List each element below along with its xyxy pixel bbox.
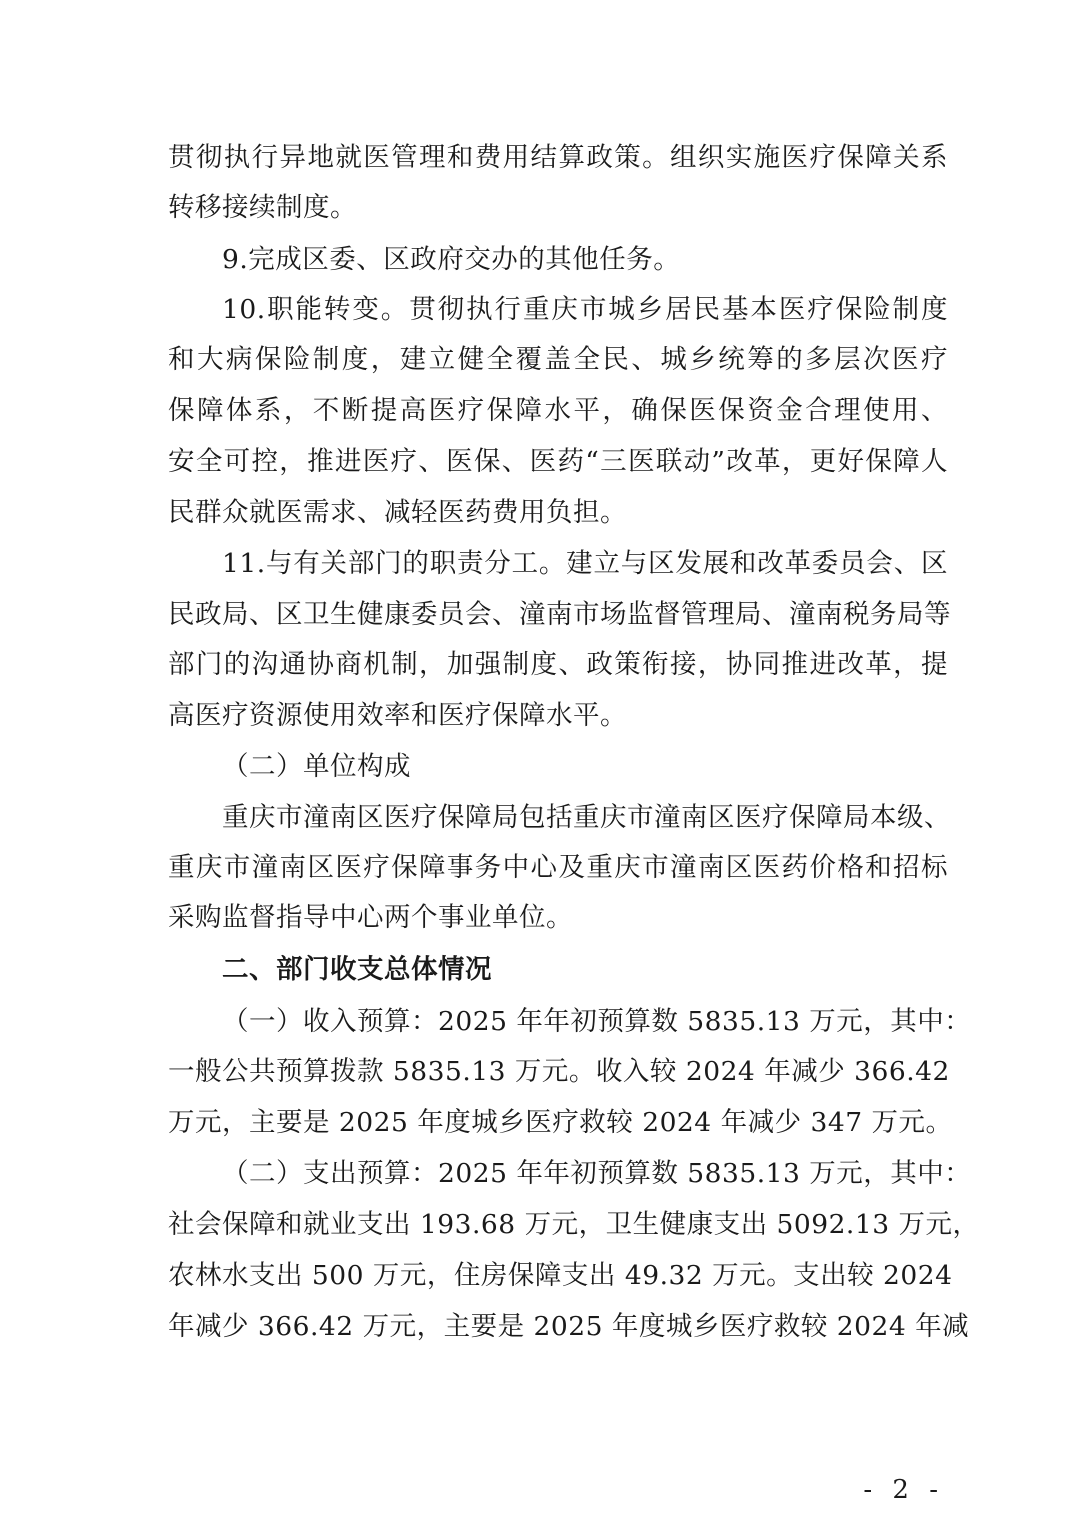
paragraph-line: 高医疗资源使用效率和医疗保障水平。 bbox=[168, 700, 627, 731]
paragraph-line: 贯彻执行异地就医管理和费用结算政策。组织实施医疗保障关系 bbox=[168, 142, 948, 173]
section-subheading: （二）单位构成 bbox=[222, 751, 411, 782]
paragraph-line: 采购监督指导中心两个事业单位。 bbox=[168, 902, 573, 933]
page-number: - 2 - bbox=[863, 1475, 944, 1505]
paragraph-line: 民群众就医需求、减轻医药费用负担。 bbox=[168, 497, 627, 528]
paragraph-line: 民政局、区卫生健康委员会、潼南市场监督管理局、潼南税务局等 bbox=[168, 599, 951, 630]
paragraph-line: 农林水支出 500 万元，住房保障支出 49.32 万元。支出较 2024 bbox=[168, 1260, 953, 1291]
paragraph-line: 10.职能转变。贯彻执行重庆市城乡居民基本医疗保险制度 bbox=[222, 294, 948, 325]
paragraph-line: 部门的沟通协商机制，加强制度、政策衔接，协同推进改革，提 bbox=[168, 649, 948, 680]
paragraph-line: 保障体系，不断提高医疗保障水平，确保医保资金合理使用、 bbox=[168, 395, 948, 426]
paragraph-line: 万元，主要是 2025 年度城乡医疗救较 2024 年减少 347 万元。 bbox=[168, 1107, 953, 1138]
paragraph-line: 转移接续制度。 bbox=[168, 192, 357, 223]
paragraph-line: 一般公共预算拨款 5835.13 万元。收入较 2024 年减少 366.42 bbox=[168, 1056, 950, 1087]
paragraph-line: 重庆市潼南区医疗保障事务中心及重庆市潼南区医药价格和招标 bbox=[168, 852, 948, 883]
section-heading: 二、部门收支总体情况 bbox=[222, 954, 492, 985]
paragraph-line: 11.与有关部门的职责分工。建立与区发展和改革委员会、区 bbox=[222, 548, 948, 579]
paragraph-line: （二）支出预算：2025 年年初预算数 5835.13 万元，其中： bbox=[222, 1158, 972, 1189]
paragraph-line: 社会保障和就业支出 193.68 万元，卫生健康支出 5092.13 万元， bbox=[168, 1209, 980, 1240]
paragraph-line: 和大病保险制度，建立健全覆盖全民、城乡统筹的多层次医疗 bbox=[168, 344, 948, 375]
paragraph-line: （一）收入预算：2025 年年初预算数 5835.13 万元，其中： bbox=[222, 1006, 972, 1037]
paragraph-line: 安全可控，推进医疗、医保、医药“三医联动”改革，更好保障人 bbox=[168, 446, 948, 477]
paragraph-line: 年减少 366.42 万元，主要是 2025 年度城乡医疗救较 2024 年减 bbox=[168, 1311, 970, 1342]
paragraph-line: 重庆市潼南区医疗保障局包括重庆市潼南区医疗保障局本级、 bbox=[222, 802, 951, 833]
paragraph-line: 9.完成区委、区政府交办的其他任务。 bbox=[222, 244, 681, 275]
